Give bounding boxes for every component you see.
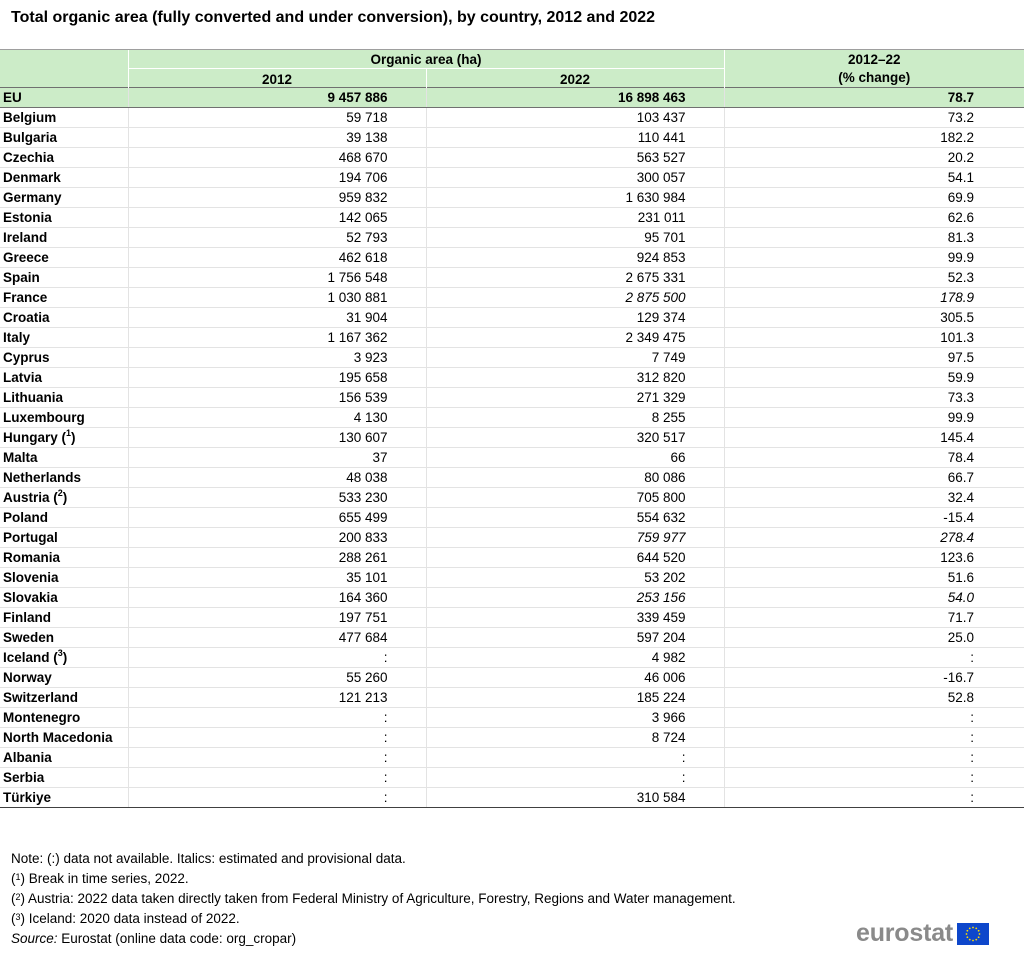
value-2012-cell: : (128, 788, 426, 808)
change-cell: 101.3 (724, 328, 1024, 348)
change-cell: 123.6 (724, 548, 1024, 568)
value-2022-cell: 320 517 (426, 428, 724, 448)
country-name: Cyprus (3, 350, 50, 365)
flag-background (957, 923, 989, 945)
table-row (0, 588, 1024, 608)
change-cell: 73.3 (724, 388, 1024, 408)
value-2012-cell: 1 756 548 (128, 268, 426, 288)
table-row (0, 548, 1024, 568)
value-2022-cell: 129 374 (426, 308, 724, 328)
value-2022-cell: 8 724 (426, 728, 724, 748)
country-cell (0, 508, 128, 528)
change-cell: 69.9 (724, 188, 1024, 208)
table-row (0, 688, 1024, 708)
value-2022-cell: 53 202 (426, 568, 724, 588)
country-name: Slovenia (3, 570, 59, 585)
change-cell: 99.9 (724, 408, 1024, 428)
change-cell: 20.2 (724, 148, 1024, 168)
country-cell (0, 348, 128, 368)
value-2012-cell: 197 751 (128, 608, 426, 628)
value-2012-cell: 462 618 (128, 248, 426, 268)
table-row (0, 428, 1024, 448)
value-2012-cell: 195 658 (128, 368, 426, 388)
country-cell (0, 668, 128, 688)
country-name: Croatia (3, 310, 50, 325)
country-name: Lithuania (3, 390, 63, 405)
country-name: Finland (3, 610, 51, 625)
value-2022-cell: 300 057 (426, 168, 724, 188)
change-cell: 51.6 (724, 568, 1024, 588)
country-name: Belgium (3, 110, 57, 125)
value-2022-cell: 2 675 331 (426, 268, 724, 288)
value-2012-cell: 194 706 (128, 168, 426, 188)
table-row (0, 168, 1024, 188)
value-2012-cell: 3 923 (128, 348, 426, 368)
value-2012-cell: : (128, 748, 426, 768)
change-cell: : (724, 748, 1024, 768)
country-cell (0, 388, 128, 408)
value-2012-cell: 130 607 (128, 428, 426, 448)
value-2022-cell: : (426, 748, 724, 768)
value-2012-cell: 468 670 (128, 148, 426, 168)
footnote-1: ($^1$) Break in time series, 2022. (11, 871, 189, 886)
flag-star (969, 927, 971, 929)
table-row (0, 748, 1024, 768)
value-2012-cell: 477 684 (128, 628, 426, 648)
country-name: Albania (3, 750, 52, 765)
country-cell (0, 428, 128, 448)
table-row (0, 448, 1024, 468)
country-name: Estonia (3, 210, 52, 225)
change-cell: 145.4 (724, 428, 1024, 448)
header-change-period: 2012–22 (847, 52, 901, 67)
table-row (0, 208, 1024, 228)
table-row (0, 248, 1024, 268)
country-cell (0, 688, 128, 708)
value-2012-cell: 1 167 362 (128, 328, 426, 348)
footnote-2-text: Austria: 2022 data taken directly taken from Federal Ministry of Agriculture, Forestry, Regions and Water management. (25, 891, 736, 906)
table-row (0, 768, 1024, 788)
table-row (0, 408, 1024, 428)
value-2022-cell: 271 329 (426, 388, 724, 408)
country-cell (0, 648, 128, 668)
table-row (0, 468, 1024, 488)
country-cell (0, 728, 128, 748)
header-organic-area: Organic area (ha) (128, 50, 724, 69)
footnote-ref: 2 (57, 488, 63, 498)
table-row (0, 508, 1024, 528)
value-2012-cell: : (128, 648, 426, 668)
value-2012-cell: 164 360 (128, 588, 426, 608)
value-2022-cell: 103 437 (426, 108, 724, 128)
value-2022-cell: 66 (426, 448, 724, 468)
table-row (0, 148, 1024, 168)
table-row (0, 628, 1024, 648)
organic-area-table (0, 49, 1024, 808)
value-2012-cell: 4 130 (128, 408, 426, 428)
country-cell (0, 148, 128, 168)
flag-star (975, 938, 977, 940)
value-2022-cell: 339 459 (426, 608, 724, 628)
value-2022-cell: 1 630 984 (426, 188, 724, 208)
change-cell: 25.0 (724, 628, 1024, 648)
country-cell (0, 128, 128, 148)
country-cell (0, 108, 128, 128)
footnote-ref: 3 (57, 648, 63, 658)
footnote-3-text: Iceland: 2020 data instead of 2022. (25, 911, 240, 926)
value-2022-cell: 46 006 (426, 668, 724, 688)
flag-star (972, 939, 974, 941)
country-cell (0, 328, 128, 348)
change-cell: 73.2 (724, 108, 1024, 128)
country-name: Portugal (3, 530, 58, 545)
country-name: Slovakia (3, 590, 58, 605)
change-cell: -16.7 (724, 668, 1024, 688)
value-2022-cell: 924 853 (426, 248, 724, 268)
change-cell: 66.7 (724, 468, 1024, 488)
country-name: Greece (3, 250, 49, 265)
table-row (0, 388, 1024, 408)
value-2012-cell: : (128, 768, 426, 788)
value-2012-cell: 959 832 (128, 188, 426, 208)
country-cell (0, 248, 128, 268)
footnote-ref-close: ) (71, 430, 76, 445)
value-2012-cell: 121 213 (128, 688, 426, 708)
source-label: Source: (11, 931, 58, 946)
header-change-unit: (% change) (838, 70, 911, 85)
value-2022-cell: 95 701 (426, 228, 724, 248)
value-2012-cell: 55 260 (128, 668, 426, 688)
change-cell: 32.4 (724, 488, 1024, 508)
change-cell: 99.9 (724, 248, 1024, 268)
flag-star (979, 933, 981, 935)
footnote-2-number: 2 (15, 892, 21, 902)
value-2012-cell: 52 793 (128, 228, 426, 248)
value-2012-cell: 59 718 (128, 108, 426, 128)
change-cell: 52.3 (724, 268, 1024, 288)
eurostat-logo-text: eurostat (856, 919, 954, 947)
value-2012-cell: : (128, 708, 426, 728)
table-row (0, 288, 1024, 308)
value-2012-cell: : (128, 728, 426, 748)
country-name: Denmark (3, 170, 61, 185)
country-cell (0, 448, 128, 468)
country-name: Montenegro (3, 710, 81, 725)
flag-star (967, 936, 969, 938)
change-cell: -15.4 (724, 508, 1024, 528)
change-cell: 71.7 (724, 608, 1024, 628)
footnote-3-number: 3 (15, 912, 21, 922)
country-name: Latvia (3, 370, 43, 385)
country-name: Italy (3, 330, 31, 345)
change-cell: 178.9 (724, 288, 1024, 308)
value-2022-cell: 110 441 (426, 128, 724, 148)
footnote-ref-close: ) (62, 650, 68, 665)
value-2012-cell: 156 539 (128, 388, 426, 408)
country-cell (0, 488, 128, 508)
change-cell: 97.5 (724, 348, 1024, 368)
country-name: Türkiye (3, 790, 52, 805)
value-2022-cell: 2 875 500 (426, 288, 724, 308)
country-cell (0, 788, 128, 808)
country-cell (0, 288, 128, 308)
header-change (724, 50, 1024, 88)
country-name: Sweden (3, 630, 55, 645)
value-2022-cell: 16 898 463 (426, 88, 724, 108)
value-2012-cell: 533 230 (128, 488, 426, 508)
country-name: Switzerland (3, 690, 79, 705)
change-cell: 78.4 (724, 448, 1024, 468)
table-row-eu (0, 88, 1024, 108)
footnote-1-text: Break in time series, 2022. (25, 871, 189, 886)
country-name: Romania (3, 550, 61, 565)
change-cell: 78.7 (724, 88, 1024, 108)
table-row (0, 788, 1024, 808)
table-row (0, 568, 1024, 588)
flag-star (975, 927, 977, 929)
change-cell: : (724, 788, 1024, 808)
country-cell (0, 628, 128, 648)
value-2022-cell: : (426, 768, 724, 788)
country-name: Iceland ( (3, 650, 58, 665)
source-text: Eurostat (online data code: org_cropar) (57, 931, 297, 946)
table-row (0, 668, 1024, 688)
value-2012-cell: 1 030 881 (128, 288, 426, 308)
country-name: France (3, 290, 48, 305)
change-cell: : (724, 708, 1024, 728)
flag-star (972, 926, 974, 928)
header-2012: 2012 (128, 69, 426, 88)
value-2012-cell: 31 904 (128, 308, 426, 328)
change-cell: 81.3 (724, 228, 1024, 248)
value-2022-cell: 80 086 (426, 468, 724, 488)
country-name: Czechia (3, 150, 55, 165)
footnote-1-number: 1 (15, 872, 21, 882)
country-name: Norway (3, 670, 52, 685)
flag-star (978, 929, 980, 931)
change-cell: 59.9 (724, 368, 1024, 388)
table-row (0, 608, 1024, 628)
table-row (0, 328, 1024, 348)
flag-star (978, 936, 980, 938)
value-2022-cell: 759 977 (426, 528, 724, 548)
country-cell (0, 548, 128, 568)
value-2012-cell: 35 101 (128, 568, 426, 588)
country-name: Austria ( (3, 490, 58, 505)
country-cell (0, 368, 128, 388)
value-2022-cell: 312 820 (426, 368, 724, 388)
country-cell (0, 528, 128, 548)
country-cell (0, 228, 128, 248)
change-cell: 62.6 (724, 208, 1024, 228)
change-cell: 182.2 (724, 128, 1024, 148)
country-cell (0, 768, 128, 788)
eu-flag-icon (957, 923, 989, 945)
footnote-3: ($^3$) Iceland: 2020 data instead of 2022. (11, 911, 240, 926)
value-2012-cell: 142 065 (128, 208, 426, 228)
change-cell: 54.1 (724, 168, 1024, 188)
value-2022-cell: 4 982 (426, 648, 724, 668)
header-blank-2 (0, 69, 128, 88)
value-2012-cell: 39 138 (128, 128, 426, 148)
country-name: Bulgaria (3, 130, 58, 145)
value-2022-cell: 253 156 (426, 588, 724, 608)
table-row (0, 348, 1024, 368)
country-name: Ireland (3, 230, 48, 245)
country-name: Luxembourg (3, 410, 85, 425)
value-2022-cell: 8 255 (426, 408, 724, 428)
country-name: Poland (3, 510, 49, 525)
footnote-ref: 1 (66, 428, 72, 438)
value-2012-cell: 9 457 886 (128, 88, 426, 108)
value-2022-cell: 3 966 (426, 708, 724, 728)
value-2022-cell: 554 632 (426, 508, 724, 528)
country-cell (0, 608, 128, 628)
footnote-2: ($^2$) Austria: 2022 data taken directly taken from Federal Ministry of Agriculture, Forestry, Regions and Water management. (11, 891, 736, 906)
value-2022-cell: 563 527 (426, 148, 724, 168)
value-2012-cell: 655 499 (128, 508, 426, 528)
country-cell (0, 748, 128, 768)
table-row (0, 128, 1024, 148)
header-blank (0, 50, 128, 69)
flag-star (969, 938, 971, 940)
table-row (0, 108, 1024, 128)
value-2022-cell: 310 584 (426, 788, 724, 808)
value-2012-cell: 288 261 (128, 548, 426, 568)
country-cell (0, 268, 128, 288)
value-2022-cell: 644 520 (426, 548, 724, 568)
source-line (11, 929, 736, 949)
country-cell: EU (0, 88, 128, 108)
table-row (0, 308, 1024, 328)
footnote-ref-close: ) (62, 490, 68, 505)
country-name: Hungary ( (3, 430, 67, 445)
country-cell (0, 408, 128, 428)
change-cell: 54.0 (724, 588, 1024, 608)
country-cell (0, 308, 128, 328)
table-row (0, 268, 1024, 288)
country-name: Netherlands (3, 470, 82, 485)
table-row (0, 648, 1024, 668)
table-row (0, 228, 1024, 248)
value-2012-cell: 200 833 (128, 528, 426, 548)
value-2022-cell: 185 224 (426, 688, 724, 708)
country-cell (0, 168, 128, 188)
value-2022-cell: 231 011 (426, 208, 724, 228)
value-2022-cell: 597 204 (426, 628, 724, 648)
country-cell (0, 588, 128, 608)
header-2022: 2022 (426, 69, 724, 88)
table-row (0, 368, 1024, 388)
value-2022-cell: 2 349 475 (426, 328, 724, 348)
change-cell: : (724, 768, 1024, 788)
value-2022-cell: 705 800 (426, 488, 724, 508)
change-cell: : (724, 728, 1024, 748)
flag-star (966, 933, 968, 935)
value-2012-cell: 48 038 (128, 468, 426, 488)
value-2022-cell: 7 749 (426, 348, 724, 368)
country-name: Spain (3, 270, 40, 285)
change-cell: : (724, 648, 1024, 668)
eurostat-logo (856, 919, 989, 948)
country-cell (0, 468, 128, 488)
table-row (0, 188, 1024, 208)
footnotes (11, 849, 736, 949)
change-cell: 278.4 (724, 528, 1024, 548)
country-name: North Macedonia (3, 730, 113, 745)
country-cell (0, 708, 128, 728)
note-line: Note: (:) data not available. Italics: estimated and provisional data. (11, 851, 406, 866)
country-name: Serbia (3, 770, 45, 785)
change-cell: 52.8 (724, 688, 1024, 708)
country-cell (0, 208, 128, 228)
country-name: Malta (3, 450, 38, 465)
country-name: Germany (3, 190, 62, 205)
table-row (0, 728, 1024, 748)
country-cell (0, 568, 128, 588)
table-row (0, 708, 1024, 728)
table-row (0, 528, 1024, 548)
value-2012-cell: 37 (128, 448, 426, 468)
country-cell (0, 188, 128, 208)
change-cell: 305.5 (724, 308, 1024, 328)
table-row (0, 488, 1024, 508)
table-title: Total organic area (fully converted and under conversion), by country, 2012 and 2022 (11, 9, 656, 26)
flag-star (967, 929, 969, 931)
